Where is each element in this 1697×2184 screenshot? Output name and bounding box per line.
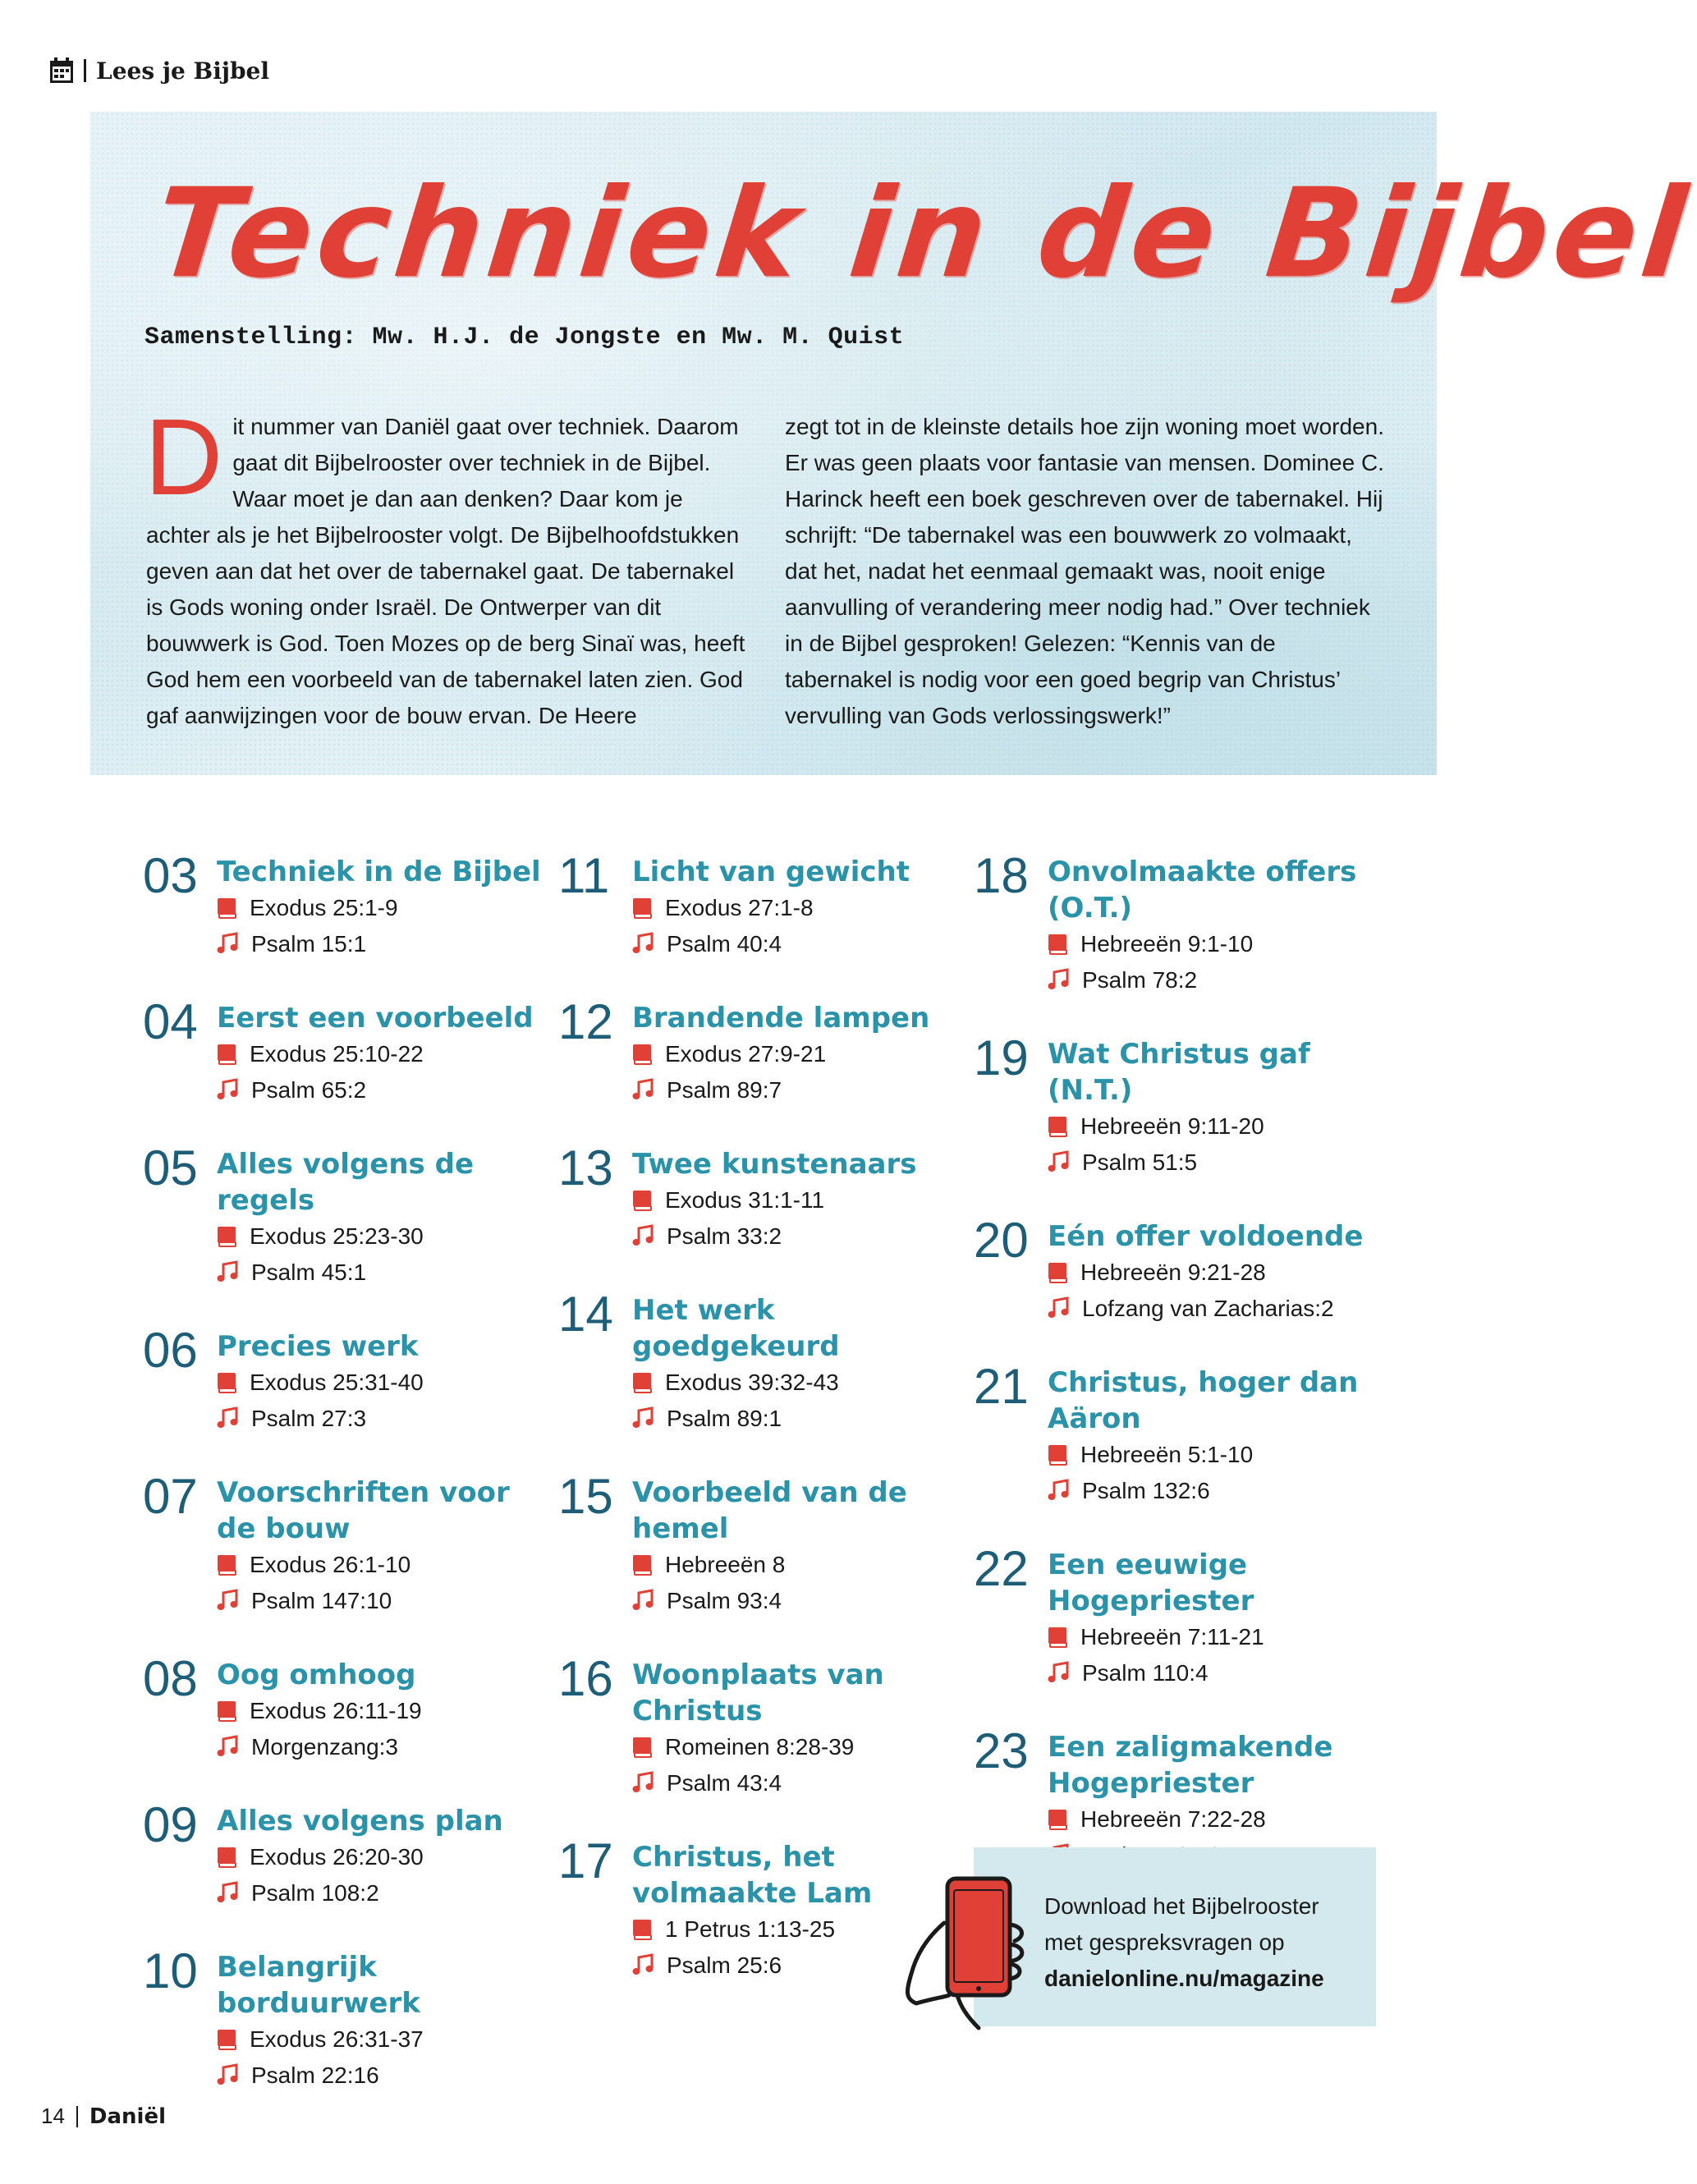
reading-line: [632, 1182, 969, 1218]
bible-book-icon: [217, 1700, 236, 1722]
song-reference: Psalm 89:7: [667, 1077, 782, 1103]
schedule-entry: [974, 848, 1384, 998]
entry-day-number: 20: [974, 1213, 1029, 1268]
header-divider: [84, 59, 86, 82]
schedule-entry: [974, 1215, 1384, 1327]
footer-divider: [76, 2106, 78, 2127]
schedule-entry: [974, 1361, 1384, 1509]
magazine-name: Daniël: [89, 2104, 167, 2129]
reading-reference: Romeinen 8:28-39: [665, 1734, 855, 1760]
entry-day-number: 05: [143, 1140, 198, 1195]
schedule-entry: [974, 1541, 1384, 1691]
reading-line: [1048, 926, 1384, 962]
download-line-1: Download het Bijbelrooster: [1044, 1893, 1319, 1919]
song-line: [1048, 1145, 1384, 1181]
entry-day-number: 17: [558, 1833, 613, 1888]
bible-book-icon: [632, 1919, 652, 1940]
music-note-icon: [217, 1736, 238, 1759]
entry-day-number: 08: [143, 1651, 198, 1706]
song-reference: Psalm 65:2: [251, 1077, 367, 1103]
song-line: [1048, 1655, 1384, 1691]
entry-day-number: 12: [558, 994, 613, 1049]
page-header: [49, 54, 269, 87]
reading-line: [1048, 1619, 1384, 1655]
entry-title: Het werk goedgekeurd: [632, 1294, 840, 1363]
bible-book-icon: [632, 1190, 652, 1211]
bible-book-icon: [1048, 1262, 1067, 1283]
reading-reference: Exodus 25:31-40: [250, 1370, 424, 1395]
bible-book-icon: [632, 1554, 652, 1576]
music-note-icon: [1048, 1151, 1069, 1174]
bible-book-icon: [1048, 1627, 1067, 1648]
reading-reference: Hebreeën 7:11-21: [1080, 1624, 1264, 1649]
reading-reference: Exodus 26:31-37: [250, 2026, 424, 2052]
schedule-column-3: [974, 848, 1384, 1908]
song-reference: Psalm 108:2: [251, 1880, 379, 1906]
entry-day-number: 06: [143, 1323, 198, 1378]
schedule-entry: [558, 1140, 969, 1255]
reading-reference: Exodus 31:1-11: [665, 1187, 825, 1213]
entry-day-number: 19: [974, 1030, 1029, 1085]
song-line: [217, 1401, 553, 1437]
music-note-icon: [217, 933, 238, 956]
song-reference: Psalm 15:1: [251, 931, 367, 957]
schedule-entry: [558, 994, 969, 1108]
schedule-entry: [143, 1325, 553, 1437]
reading-reference: Exodus 26:20-30: [250, 1844, 424, 1870]
schedule-entry: [558, 1289, 969, 1437]
song-reference: Psalm 45:1: [251, 1259, 367, 1285]
song-line: [632, 1765, 969, 1801]
music-note-icon: [632, 1590, 654, 1613]
entry-title: Precies werk: [217, 1330, 419, 1363]
entry-title: Twee kunstenaars: [632, 1148, 917, 1181]
entry-title: Licht van gewicht: [632, 856, 910, 888]
song-line: [632, 1583, 969, 1619]
music-note-icon: [1048, 1297, 1069, 1320]
entry-title: Een zaligmakende Hogepriester: [1048, 1731, 1333, 1800]
music-note-icon: [217, 1590, 238, 1613]
entry-title: Wat Christus gaf (N.T.): [1048, 1038, 1310, 1107]
song-line: [632, 1401, 969, 1437]
song-reference: Psalm 78:2: [1082, 967, 1198, 993]
song-reference: Psalm 27:3: [251, 1406, 367, 1431]
reading-reference: Hebreeën 8: [665, 1552, 786, 1577]
song-line: [1048, 1291, 1384, 1327]
bible-book-icon: [217, 1226, 236, 1247]
music-note-icon: [632, 1225, 654, 1248]
entry-day-number: 13: [558, 1140, 613, 1195]
reading-line: [217, 1036, 553, 1072]
entry-title: Alles volgens de regels: [217, 1148, 475, 1217]
song-reference: Psalm 25:6: [667, 1952, 782, 1978]
music-note-icon: [217, 1079, 238, 1102]
bible-book-icon: [632, 1044, 652, 1065]
entry-title: Christus, hoger dan Aäron: [1048, 1366, 1359, 1435]
reading-line: [1048, 1437, 1384, 1473]
page-title: Techniek in de Bijbel: [148, 163, 1697, 305]
bible-book-icon: [632, 897, 652, 919]
reading-reference: Exodus 27:9-21: [665, 1041, 827, 1067]
reading-reference: Exodus 27:1-8: [665, 895, 814, 920]
bible-book-icon: [217, 897, 236, 919]
schedule-entry: [143, 1471, 553, 1619]
song-line: [217, 926, 553, 962]
byline: Samenstelling: Mw. H.J. de Jongste en Mw. M. Quist: [144, 323, 905, 351]
reading-reference: Exodus 25:10-22: [250, 1041, 424, 1067]
entry-title: Alles volgens plan: [217, 1805, 503, 1838]
song-reference: Psalm 43:4: [667, 1770, 782, 1796]
music-note-icon: [217, 1261, 238, 1284]
song-line: [632, 926, 969, 962]
entry-day-number: 07: [143, 1469, 198, 1524]
music-note-icon: [1048, 1480, 1069, 1503]
schedule-column-1: [143, 848, 553, 2128]
entry-day-number: 15: [558, 1469, 613, 1524]
reading-line: [632, 1547, 969, 1583]
reading-line: [632, 1729, 969, 1765]
page-footer: [41, 2104, 166, 2129]
entry-day-number: 14: [558, 1287, 613, 1342]
music-note-icon: [217, 2064, 238, 2087]
song-reference: Psalm 33:2: [667, 1223, 782, 1249]
song-reference: Psalm 40:4: [667, 931, 782, 957]
entry-title: Eén offer voldoende: [1048, 1220, 1364, 1253]
song-line: [217, 1255, 553, 1291]
reading-reference: Hebreeën 7:22-28: [1080, 1806, 1266, 1832]
bible-book-icon: [632, 1372, 652, 1393]
music-note-icon: [632, 1407, 654, 1430]
entry-title: Oog omhoog: [217, 1659, 416, 1691]
song-line: [217, 2058, 553, 2094]
reading-reference: Hebreeën 9:1-10: [1080, 931, 1254, 957]
reading-line: [217, 1218, 553, 1255]
song-reference: Psalm 22:16: [251, 2062, 379, 2088]
bible-book-icon: [1048, 1809, 1067, 1830]
intro-panel: [90, 112, 1697, 775]
music-note-icon: [217, 1407, 238, 1430]
entry-title: Christus, het volmaakte Lam: [632, 1841, 873, 1910]
schedule-entry: [143, 1651, 553, 1765]
entry-title: Voorbeeld van de hemel: [632, 1476, 907, 1545]
reading-line: [217, 2021, 553, 2058]
reading-line: [1048, 1801, 1384, 1838]
reading-line: [1048, 1108, 1384, 1145]
song-line: [217, 1729, 553, 1765]
bible-book-icon: [217, 1847, 236, 1868]
song-line: [632, 1218, 969, 1255]
schedule-entry: [143, 1140, 553, 1291]
entry-day-number: 16: [558, 1651, 613, 1706]
reading-line: [217, 1547, 553, 1583]
reading-line: [632, 890, 969, 926]
entry-day-number: 04: [143, 994, 198, 1049]
schedule-entry: [558, 1651, 969, 1801]
reading-reference: 1 Petrus 1:13-25: [665, 1916, 836, 1942]
entry-day-number: 18: [974, 848, 1029, 903]
song-reference: Morgenzang:3: [251, 1734, 399, 1760]
bible-book-icon: [1048, 934, 1067, 955]
reading-reference: Hebreeën 5:1-10: [1080, 1442, 1254, 1467]
reading-reference: Hebreeën 9:11-20: [1080, 1113, 1264, 1139]
entry-day-number: 03: [143, 848, 198, 903]
reading-reference: Exodus 26:11-19: [250, 1698, 422, 1723]
entry-title: Techniek in de Bijbel: [217, 856, 541, 888]
entry-day-number: 10: [143, 1943, 198, 1998]
reading-reference: Exodus 39:32-43: [665, 1370, 839, 1395]
bible-book-icon: [1048, 1444, 1067, 1466]
music-note-icon: [1048, 1662, 1069, 1685]
music-note-icon: [632, 1079, 654, 1102]
entry-title: Belangrijk borduurwerk: [217, 1951, 420, 2020]
song-reference: Psalm 147:10: [251, 1588, 392, 1613]
schedule-entry: [143, 1797, 553, 1911]
phone-in-hand-icon: [900, 1875, 1039, 2031]
music-note-icon: [217, 1882, 238, 1905]
intro-text-left: it nummer van Daniël gaat over techniek. Daarom gaat dit Bijbelrooster over techniek in de Bijbel. Waar moet je dan aan denken? Daar kom je achter als je het Bijbelrooster volgt. De Bijbelhoofdstukken geven aan dat het over de tabernakel gaat. De tabernakel is Gods woning onder Israël. De Ontwerper van dit bouwwerk is God. Toen Mozes op de berg Sinaï was, heeft God hem een voorbeeld van de tabernakel laten zien. God gaf aanwijzingen voor de bouw ervan. De Heere: [146, 414, 745, 728]
schedule-entry: [143, 994, 553, 1108]
song-line: [217, 1875, 553, 1911]
reading-reference: Exodus 25:1-9: [250, 895, 398, 920]
entry-day-number: 23: [974, 1723, 1029, 1778]
calendar-icon: [49, 57, 74, 84]
bible-book-icon: [1048, 1116, 1067, 1137]
music-note-icon: [632, 1772, 654, 1795]
song-line: [1048, 962, 1384, 998]
song-reference: Psalm 110:4: [1082, 1660, 1209, 1686]
bible-book-icon: [217, 1554, 236, 1576]
schedule-entry: [974, 1030, 1384, 1181]
intro-column-right: zegt tot in de kleinste details hoe zijn woning moet worden. Er was geen plaats voor fantasie van mensen. Dominee C. Harinck heeft een boek geschreven over de tabernakel. Hij schrijft: “De tabernakel was een bouwwerk zo volmaakt, dat het, nadat het eenmaal gemaakt was, nooit enige aanvulling of verandering meer nodig had.” Over techniek in de Bijbel gesproken! Gelezen: “Kennis van de tabernakel is nodig voor een goed begrip van Christus’ vervulling van Gods verlossingswerk!”: [785, 414, 1384, 728]
song-reference: Psalm 89:1: [667, 1406, 782, 1431]
reading-reference: Exodus 25:23-30: [250, 1223, 424, 1249]
reading-line: [1048, 1255, 1384, 1291]
bible-book-icon: [217, 2029, 236, 2050]
reading-line: [217, 1365, 553, 1401]
entry-day-number: 09: [143, 1797, 198, 1852]
entry-title: Onvolmaakte offers (O.T.): [1048, 856, 1357, 925]
entry-title: Voorschriften voor de bouw: [217, 1476, 510, 1545]
entry-title: Een eeuwige Hogepriester: [1048, 1549, 1254, 1617]
entry-title: Woonplaats van Christus: [632, 1659, 884, 1727]
schedule-entry: [143, 848, 553, 962]
reading-line: [217, 1839, 553, 1875]
reading-line: [217, 890, 553, 926]
schedule-entry: [558, 848, 969, 962]
section-label: Lees je Bijbel: [96, 57, 269, 85]
music-note-icon: [632, 933, 654, 956]
drop-cap: D: [144, 397, 223, 517]
bible-book-icon: [217, 1044, 236, 1065]
song-reference: Psalm 93:4: [667, 1588, 782, 1613]
song-line: [217, 1072, 553, 1108]
entry-day-number: 21: [974, 1359, 1029, 1414]
reading-line: [217, 1693, 553, 1729]
schedule-entry: [143, 1943, 553, 2094]
song-reference: Lofzang van Zacharias:2: [1082, 1296, 1334, 1321]
music-note-icon: [632, 1954, 654, 1977]
bible-book-icon: [632, 1737, 652, 1758]
song-line: [1048, 1473, 1384, 1509]
song-reference: Psalm 132:6: [1082, 1478, 1210, 1503]
entry-day-number: 11: [558, 848, 610, 903]
download-line-2: met gespreksvragen op: [1044, 1929, 1285, 1955]
schedule-entry: [558, 1471, 969, 1619]
entry-title: Brandende lampen: [632, 1002, 930, 1035]
entry-day-number: 22: [974, 1541, 1029, 1596]
music-note-icon: [1048, 969, 1069, 992]
page-number: 14: [41, 2104, 65, 2128]
bible-book-icon: [217, 1372, 236, 1393]
reading-line: [632, 1036, 969, 1072]
reading-reference: Hebreeën 9:21-28: [1080, 1259, 1266, 1285]
intro-column-left: [144, 397, 745, 734]
schedule-column-2: [558, 848, 969, 2018]
reading-line: [632, 1365, 969, 1401]
download-url[interactable]: danielonline.nu/magazine: [1044, 1966, 1324, 1991]
song-line: [217, 1583, 553, 1619]
song-reference: Psalm 51:5: [1082, 1149, 1198, 1175]
entry-title: Eerst een voorbeeld: [217, 1002, 534, 1035]
song-line: [632, 1072, 969, 1108]
reading-reference: Exodus 26:1-10: [250, 1552, 411, 1577]
